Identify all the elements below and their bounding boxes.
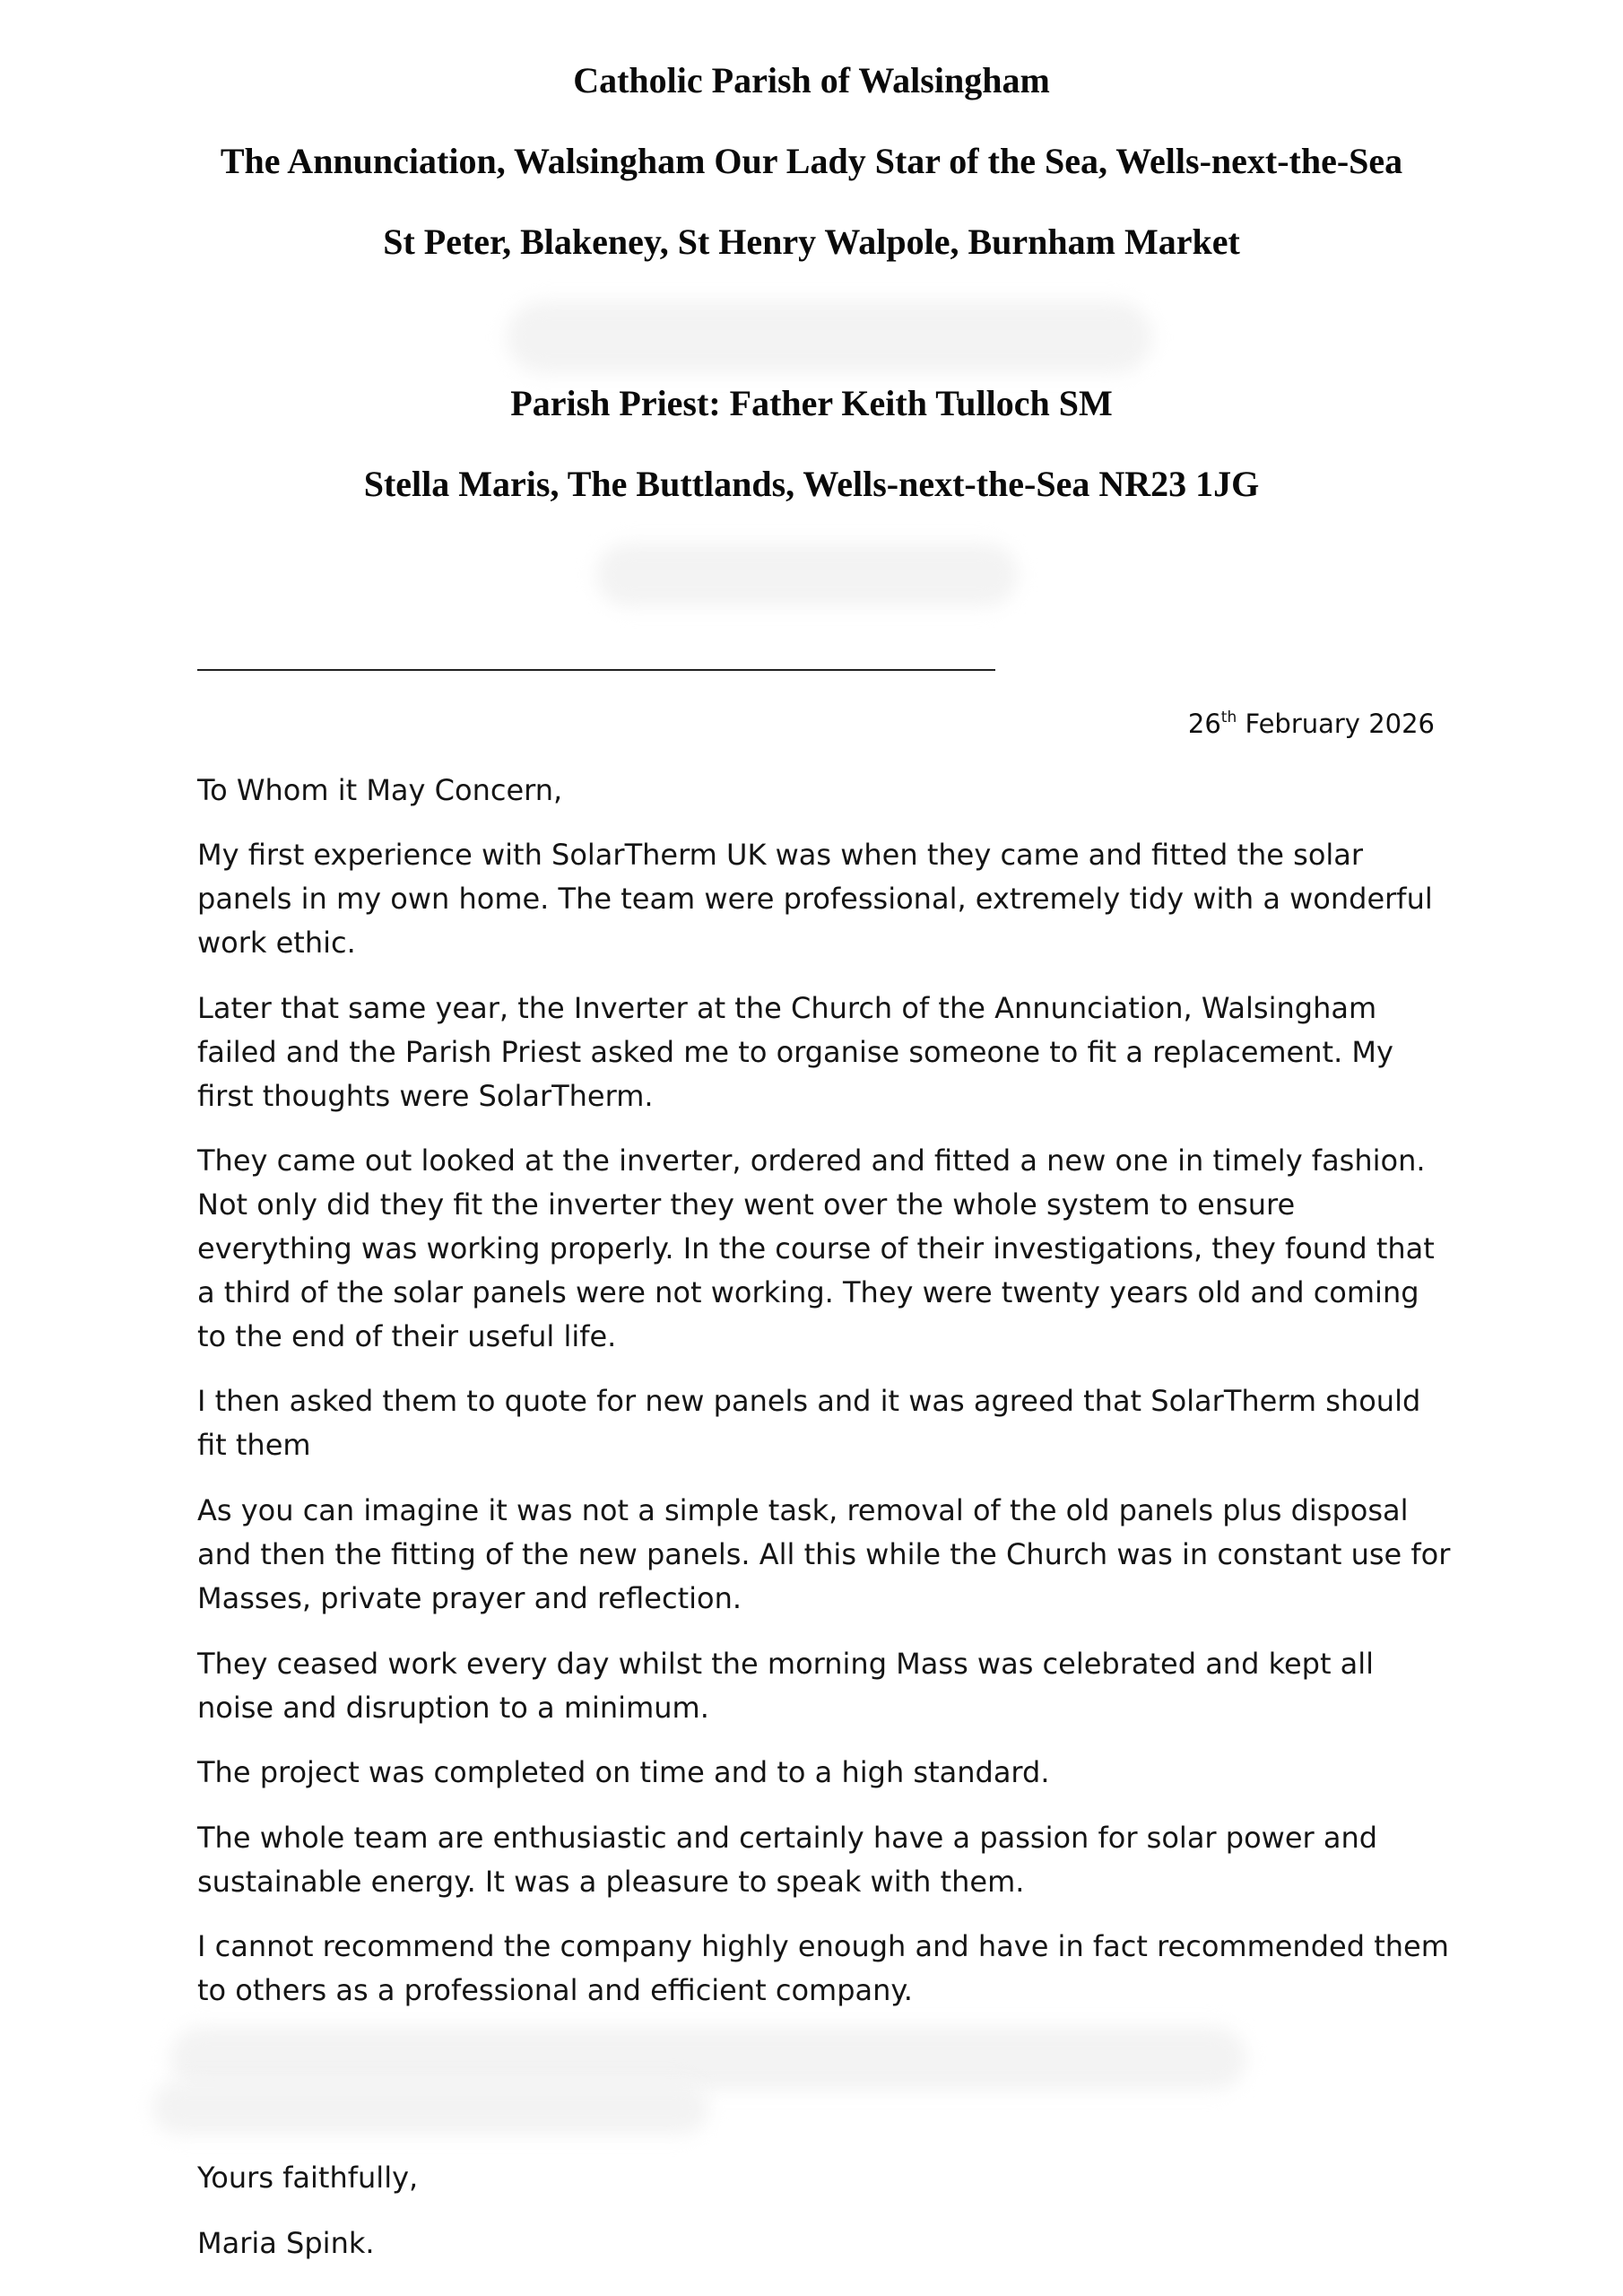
churches-line-2: St Peter, Blakeney, St Henry Walpole, Burnham Market	[383, 222, 1240, 262]
date-day: 26	[1187, 709, 1221, 739]
signature: Maria Spink.	[197, 2226, 375, 2260]
paragraph: The project was completed on time and to a high standard.	[197, 1755, 1050, 1789]
paragraph: As you can imagine it was not a simple task, removal of the old panels plus disposal and then the fitting of the new panels. All this while the Church was in constant use for Masses, private prayer and reflection.	[197, 1493, 1451, 1615]
date-rest: February 2026	[1237, 709, 1435, 739]
paragraph: I cannot recommend the company highly enough and have in fact recommended them to others as a professional and efficient company.	[197, 1929, 1449, 2007]
churches-line-1: The Annunciation, Walsingham Our Lady Star of the Sea, Wells-next-the-Sea	[220, 141, 1403, 181]
redacted-block	[152, 2081, 708, 2135]
letter-date	[1188, 709, 1435, 739]
divider-line	[197, 669, 995, 671]
paragraph: Later that same year, the Inverter at the Church of the Annunciation, Walsingham failed and the Parish Priest asked me to organise someone to fit a replacement. My first thoughts were SolarTherm.	[197, 991, 1393, 1113]
redacted-block	[596, 544, 1018, 606]
paragraph: They ceased work every day whilst the morning Mass was celebrated and kept all noise and disruption to a minimum.	[197, 1647, 1375, 1725]
salutation: To Whom it May Concern,	[197, 773, 563, 807]
parish-priest: Parish Priest: Father Keith Tulloch SM	[510, 383, 1113, 423]
parish-name: Catholic Parish of Walsingham	[573, 60, 1050, 100]
date-suffix: th	[1220, 709, 1237, 726]
parish-address: Stella Maris, The Buttlands, Wells-next-the-Sea NR23 1JG	[363, 464, 1260, 504]
paragraph: My first experience with SolarTherm UK was when they came and fitted the solar panels in my own home. The team were professional, extremely tidy with a wonderful work ethic.	[197, 838, 1433, 960]
paragraph: I then asked them to quote for new panels and it was agreed that SolarTherm should fit them	[197, 1384, 1421, 1462]
paragraph: The whole team are enthusiastic and certainly have a passion for solar power and sustainable energy. It was a pleasure to speak with them.	[197, 1821, 1378, 1899]
paragraph: They came out looked at the inverter, ordered and fitted a new one in timely fashion. Not only did they fit the inverter they went over the whole system to ensure everything was working properly. In the course of their investigations, they found that a third of the solar panels were not working. They were twenty years old and coming to the end of their useful life.	[197, 1144, 1435, 1353]
closing: Yours faithfully,	[197, 2161, 419, 2195]
redacted-block	[507, 301, 1152, 373]
